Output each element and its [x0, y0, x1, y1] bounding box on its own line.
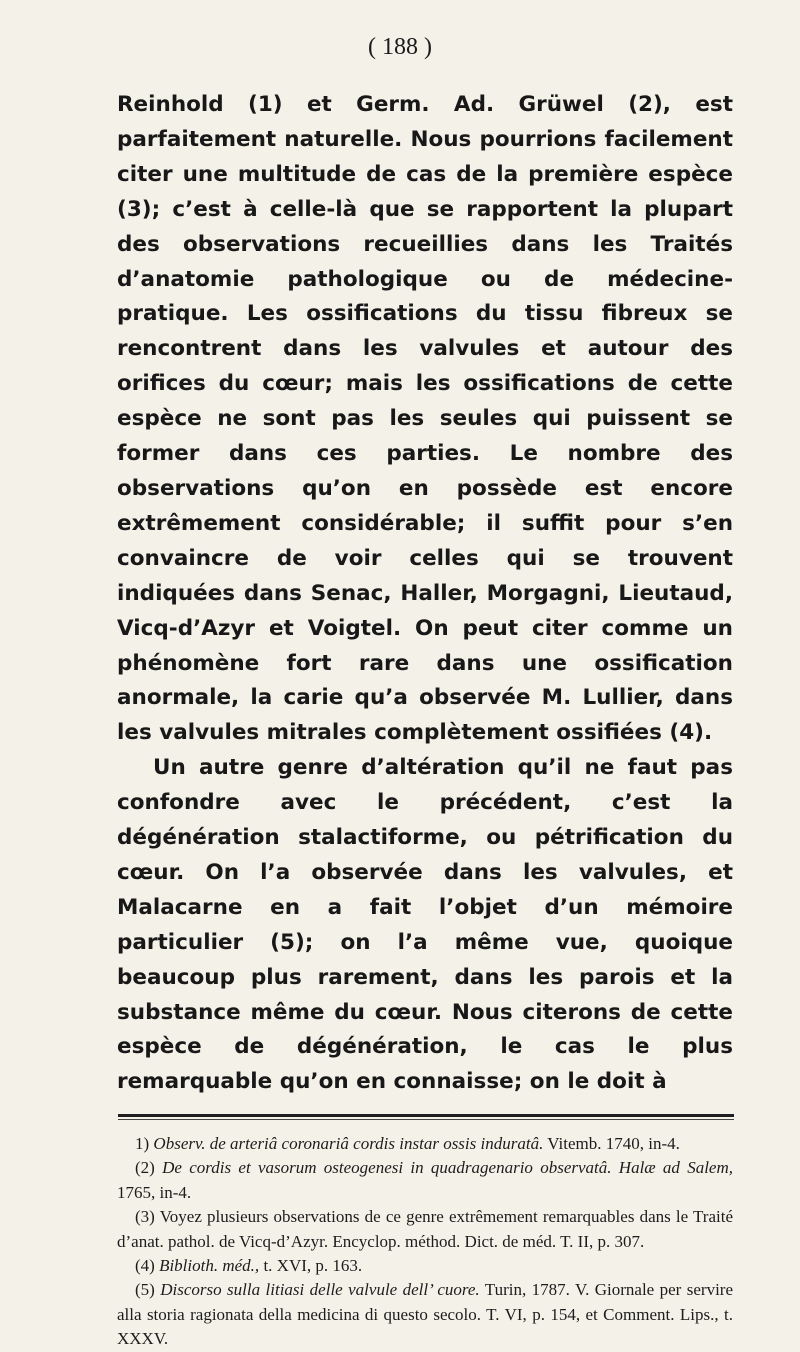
footnote-text: Turin, 1787. V. Giornale per servire alla storia ragionata della medicina di questo secolo. T. VI, p. 154, et Comment. Lips., t. XXXV. [117, 1280, 733, 1349]
footnote-text: t. XVI, p. 163. [263, 1256, 363, 1276]
footnote-number: (3) [135, 1207, 155, 1227]
footnote-number: (5) [135, 1280, 155, 1300]
footnote-title: De cordis et vasorum osteogenesi in quadragenario observatâ. Halæ ad Salem, [162, 1158, 734, 1178]
footnote-5 [117, 1278, 733, 1351]
footnote-separator-thin [118, 1119, 734, 1120]
footnote-2 [117, 1156, 733, 1205]
footnote-number: (4) [135, 1256, 155, 1276]
footnote-text: Vitemb. 1740, in-4. [547, 1134, 680, 1153]
footnote-title: Discorso sulla litiasi delle valvule dell’ cuore. [160, 1280, 480, 1300]
footnote-title: Observ. de arteriâ coronariâ cordis instar ossis induratâ. [153, 1134, 544, 1153]
paragraph-1: Reinhold (1) et Germ. Ad. Grüwel (2), est parfaitement naturelle. Nous pourrions facilement citer une multitude de cas de la première espèce (3); c’est à celle-là que se rapportent la plupart des observations recueillies dans les Traités d’anatomie pathologique ou de médecine-pratique. Les ossifications du tissu fibreux se rencontrent dans les valvules et autour des orifices du cœur; mais les ossifications de cette espèce ne sont pas les seules qui puissent se former dans ces parties. Le nombre des observations qu’on en possède est encore extrêmement considérable; il suffit pour s’en convaincre de voir celles qui se trouvent indiquées dans Senac, Haller, Morgagni, Lieutaud, Vicq-d’Azyr et Voigtel. On peut citer comme un phénomène fort rare dans une ossification anormale, la carie qu’a observée M. Lullier, dans les valvules mitrales complètement ossifiées (4). [117, 92, 733, 746]
footnote-3 [117, 1205, 733, 1254]
footnote-number: 1) [135, 1134, 150, 1153]
footnotes [117, 1132, 733, 1352]
footnote-text: Voyez plusieurs observations de ce genre extrêmement remarquables dans le Traité d’anat. pathol. de Vicq-d’Azyr. Encyclop. méthod. Dict. de méd. T. II, p. 307. [117, 1207, 733, 1251]
main-text [117, 88, 733, 1100]
footnote-title: Biblioth. méd., [159, 1256, 260, 1276]
footnote-1 [117, 1132, 733, 1156]
paragraph-2: Un autre genre d’altération qu’il ne faut pas confondre avec le précédent, c’est la dégénération stalactiforme, ou pétrification du cœur. On l’a observée dans les valvules, et Malacarne en a fait l’objet d’un mémoire particulier (5); on l’a même vue, quoique beaucoup plus rarement, dans les parois et la substance même du cœur. Nous citerons de cette espèce de dégénération, le cas le plus remarquable qu’on en connaisse; on le doit à [117, 755, 733, 1095]
footnote-separator [118, 1114, 734, 1117]
footnote-number: (2) [135, 1158, 155, 1178]
page-number: ( 188 ) [368, 34, 432, 60]
footnote-4 [117, 1254, 733, 1278]
footnote-text: 1765, in-4. [117, 1182, 192, 1202]
